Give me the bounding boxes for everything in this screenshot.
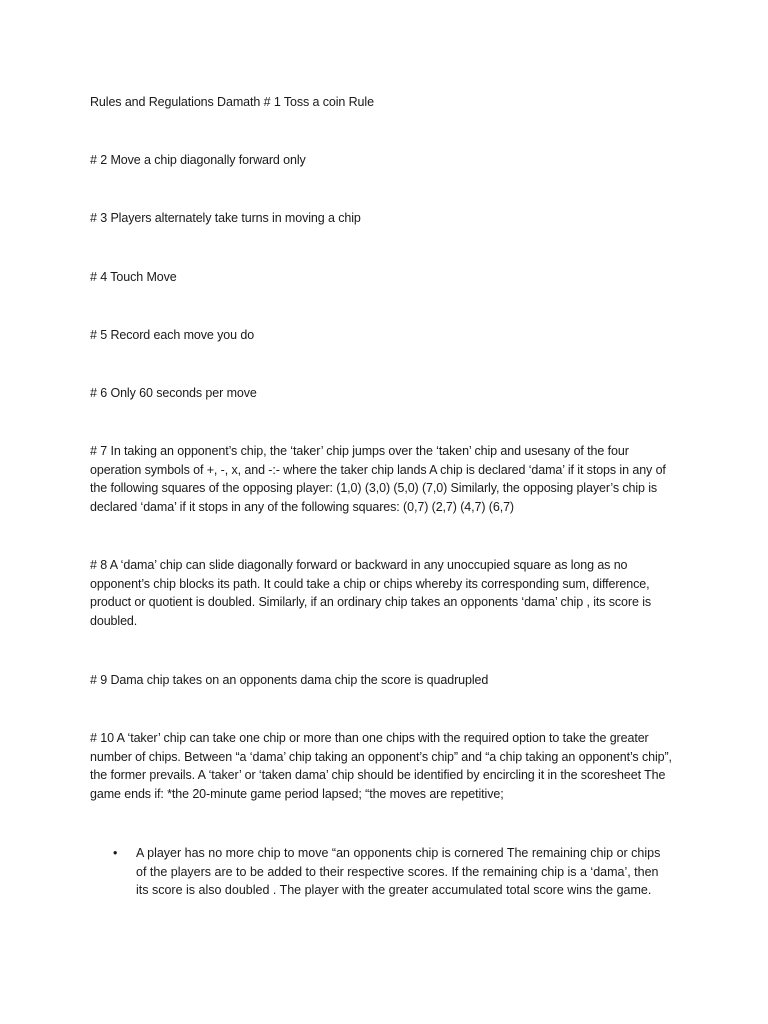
rule-6-paragraph: # 6 Only 60 seconds per move [90,386,257,400]
document-title-line: Rules and Regulations Damath # 1 Toss a coin Rule [90,95,374,109]
rule-2-paragraph: # 2 Move a chip diagonally forward only [90,153,306,167]
rule-3-paragraph: # 3 Players alternately take turns in moving a chip [90,211,361,225]
bullet-text: A player has no more chip to move “an opponents chip is cornered The remaining chip or chips of the players are to be added to their respective scores. If the remaining chip is a ‘dama’, then its score is also doubled . The player with the greater accumulated total score wins the game. [136,846,661,897]
rule-10-paragraph: # 10 A ‘taker’ chip can take one chip or more than one chips with the required option to take the greater number of chips. Between “a ‘dama’ chip taking an opponent’s chip” and “a chip taking an opponent’s chip”, the former prevails. A ‘taker’ or ‘taken dama’ chip should be identified by encircling it in the scoresheet The game ends if: *the 20-minute game period lapsed; “the moves are repetitive; [90,731,672,801]
bullet-icon: • [113,846,118,860]
rule-7-paragraph: # 7 In taking an opponent’s chip, the ‘taker’ chip jumps over the ‘taken’ chip and usesany of the four operation symbols of +, -, x, and -:- where the taker chip lands A chip is declared ‘dama’ if it stops in any of the following squares of the opposing player: (1,0) (3,0) (5,0) (7,0) Similarly, the opposing player’s chip is declared ‘dama’ if it stops in any of the following squares: (0,7) (2,7) (4,7) (6,7) [90,444,666,514]
rule-9-paragraph: # 9 Dama chip takes on an opponents dama chip the score is quadrupled [90,673,489,687]
rule-8-paragraph: # 8 A ‘dama’ chip can slide diagonally forward or backward in any unoccupied square as long as no opponent’s chip blocks its path. It could take a chip or chips whereby its corresponding sum, difference, product or quotient is doubled. Similarly, if an ordinary chip takes an opponents ‘dama’ chip , its score is doubled. [90,558,652,628]
rule-5-paragraph: # 5 Record each move you do [90,328,255,342]
rule-4-paragraph: # 4 Touch Move [90,270,177,284]
